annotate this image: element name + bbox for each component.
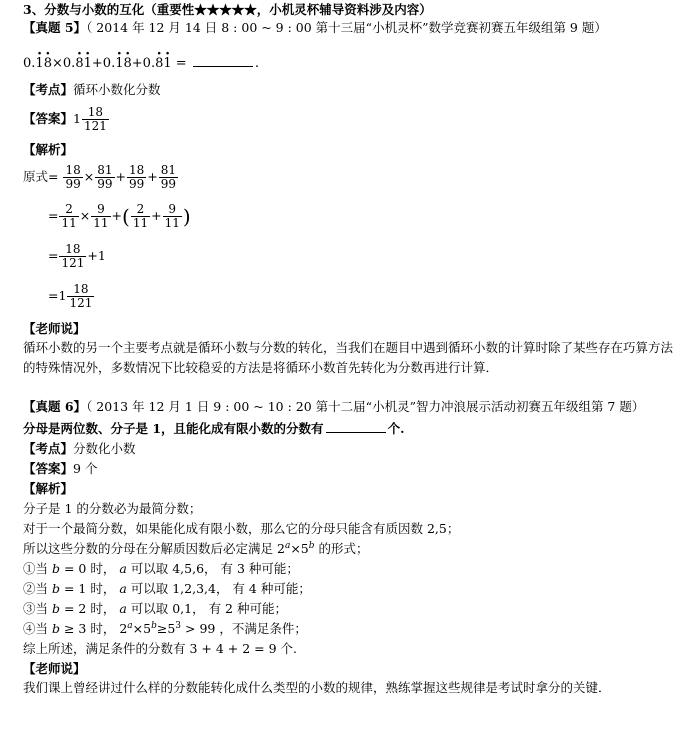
text: ×5 <box>132 621 152 636</box>
numerator: 2 <box>65 202 73 216</box>
plus-sign: + <box>91 56 103 71</box>
jiexi-line-3 <box>23 541 369 557</box>
kaodian-text: 循环小数化分数 <box>73 82 161 97</box>
teacher-label: 【老师说】 <box>23 661 86 676</box>
fraction <box>59 203 78 230</box>
numerator: 2 <box>136 202 145 216</box>
text: 所以这些分数的分母在分解质因数后必定满足 2 <box>23 541 285 556</box>
problem5-heading <box>23 20 607 36</box>
period: . <box>254 56 259 71</box>
denominator: 121 <box>83 119 107 133</box>
var-b: b <box>151 620 157 631</box>
q-term-2: 0.8 ·1 · <box>63 56 92 71</box>
solution-step-1: 原式= $\frac{18}{99}$ × $\frac{81}{99}$ + $\frac{18}{99}$ + $\frac{81}{99}$ <box>23 163 177 191</box>
answer-blank <box>193 54 253 67</box>
question-end: 个. <box>387 421 405 436</box>
var-b: b <box>308 540 315 551</box>
jiexi-label: 【解析】 <box>23 481 74 496</box>
plus-sign: + <box>131 56 143 71</box>
text: = 1 时， <box>60 581 120 596</box>
text: ②当 <box>23 581 52 596</box>
denominator: 11 <box>61 216 77 230</box>
problem6-jiexi-label <box>23 481 73 497</box>
denominator: 99 <box>129 177 145 191</box>
text: ④当 <box>23 621 52 636</box>
summary-line: 综上所述，满足条件的分数有 3 + 4 + 2 = 9 个. <box>23 641 297 656</box>
fraction <box>127 164 146 191</box>
numerator: 81 <box>97 163 113 177</box>
var-a: a <box>119 561 127 576</box>
numerator: 9 <box>97 202 105 216</box>
section-header <box>23 2 432 18</box>
denominator: 11 <box>93 216 109 230</box>
numerator: 9 <box>168 202 177 216</box>
jiexi-line-2: 对于一个最简分数，如果能化成有限小数，那么它的分母只能含有质因数 2,5； <box>23 521 460 536</box>
problem6-title: 【真题 6】 <box>23 399 87 414</box>
numerator: 18 <box>65 242 81 256</box>
importance-stars: ★★★★★ <box>194 2 257 17</box>
denominator: 11 <box>132 216 149 230</box>
solution-step-4: =1 $\frac{18}{121}$ <box>48 282 93 310</box>
problem6-teacher-label <box>23 661 86 677</box>
answer-fraction <box>82 106 109 133</box>
answer-label: 【答案】 <box>23 461 74 476</box>
solution-step-2: = $\frac{2}{11}$ × $\frac{9}{11}$ +( $\frac{2}{11}$ + $\frac{9}{11}$ ) <box>48 202 191 230</box>
var-b: b <box>51 581 60 596</box>
fraction <box>131 203 150 230</box>
answer-whole: 1 <box>73 111 81 126</box>
text: 的形式； <box>314 541 369 556</box>
whole-part: 1 <box>58 288 67 303</box>
text: 可以取 1,2,3,4， 有 4 种可能； <box>126 581 311 596</box>
exponent: 3 <box>175 620 182 631</box>
var-a: a <box>284 540 291 551</box>
denominator: 121 <box>69 296 93 310</box>
jiexi-label: 【解析】 <box>23 142 74 157</box>
fraction <box>95 164 114 191</box>
var-b: b <box>51 601 60 616</box>
question-text: 分母是两位数、分子是 1，且能化成有限小数的分数有 <box>23 421 324 436</box>
problem6-question <box>23 420 404 437</box>
case-1 <box>23 561 299 577</box>
header-prefix: 3、分数与小数的互化（重要性 <box>23 2 195 17</box>
text: = 0 时， <box>60 561 120 576</box>
numerator: 18 <box>65 163 81 177</box>
jiexi-line-1: 分子是 1 的分数必为最简分数； <box>23 501 202 516</box>
var-a: a <box>119 581 127 596</box>
teacher-label: 【老师说】 <box>23 321 86 336</box>
text: 可以取 4,5,6， 有 3 种可能； <box>126 561 299 576</box>
kaodian-text: 分数化小数 <box>73 441 136 456</box>
denominator: 99 <box>160 177 177 191</box>
fraction <box>59 243 86 270</box>
problem6-source: （ 2013 年 12 月 1 日 9 : 00 ~ 10 : 20 第十二届“小机灵”智力冲浪展示活动初赛五年级组第 7 题） <box>86 399 645 414</box>
problem6-heading <box>23 399 644 415</box>
answer-label: 【答案】 <box>23 111 74 126</box>
problem6-answer <box>23 461 97 477</box>
fraction <box>67 283 94 310</box>
problem6-kaodian <box>23 441 136 457</box>
text: ≥5 <box>156 621 176 636</box>
numerator: 81 <box>160 163 177 177</box>
numerator: 18 <box>73 282 89 296</box>
times-sign: × <box>51 56 63 71</box>
denominator: 121 <box>61 256 85 270</box>
right-paren: ) <box>182 204 191 229</box>
solution-step-3: = $\frac{18}{121}$ +1 <box>48 242 106 270</box>
text: 可以取 0,1， 有 2 种可能； <box>126 601 287 616</box>
q-term-1: 0.1 ·8 · <box>23 56 52 71</box>
var-b: b <box>51 561 60 576</box>
answer-text: 9 个 <box>73 461 98 476</box>
case-4 <box>23 621 307 637</box>
equals-sign: = <box>175 56 187 71</box>
problem5-teacher-label <box>23 321 86 337</box>
numerator: 18 <box>87 105 104 119</box>
problem5-kaodian <box>23 82 161 98</box>
case-3 <box>23 601 287 617</box>
text: ①当 <box>23 561 52 576</box>
denominator: 11 <box>164 216 180 230</box>
text: = 2 时， <box>60 601 120 616</box>
case-2 <box>23 581 311 597</box>
kaodian-label: 【考点】 <box>23 82 74 97</box>
problem5-title: 【真题 5】 <box>23 20 87 35</box>
text: ×5 <box>290 541 309 556</box>
fraction <box>159 164 178 191</box>
denominator: 99 <box>97 177 113 191</box>
problem5-source: （ 2014 年 12 月 14 日 8 : 00 ~ 9 : 00 第十三届“小机灵杯”数学竞赛初赛五年级组第 9 题） <box>86 20 607 35</box>
kaodian-label: 【考点】 <box>23 441 74 456</box>
numerator: 18 <box>129 163 145 177</box>
text: ③当 <box>23 601 52 616</box>
addend: 1 <box>97 248 106 263</box>
text: ≥ 3 时， 2 <box>60 621 128 636</box>
fraction <box>63 164 82 191</box>
problem5-teacher-text: 循环小数的另一个主要考点就是循环小数与分数的转化，当我们在题目中遇到循环小数的计算时除了某些存在巧算方法的特殊情况外，多数情况下比较稳妥的方法是将循环小数首先转化为分数再进行计算． <box>23 340 674 375</box>
problem6-teacher-text: 我们课上曾经讲过什么样的分数能转化成什么类型的小数的规律，熟练掌握这些规律是考试时拿分的关键． <box>23 680 611 695</box>
left-paren: ( <box>122 204 130 229</box>
problem5-jiexi-label <box>23 142 73 158</box>
header-suffix: ，小机灵杯辅导资料涉及内容） <box>256 2 432 17</box>
answer-blank <box>326 420 386 433</box>
text: > 99 ，不满足条件； <box>181 621 307 636</box>
q-term-4: 0.8 ·1 · <box>143 56 172 71</box>
fraction <box>163 203 182 230</box>
fraction <box>91 203 110 230</box>
problem5-answer <box>23 104 110 134</box>
yuanshi-label: 原式 <box>23 169 49 184</box>
q-term-3: 0.1 ·8 · <box>103 56 132 71</box>
problem5-question <box>23 54 259 72</box>
var-a: a <box>119 601 127 616</box>
var-b: b <box>51 621 60 636</box>
denominator: 99 <box>65 177 81 191</box>
var-a: a <box>127 620 133 631</box>
